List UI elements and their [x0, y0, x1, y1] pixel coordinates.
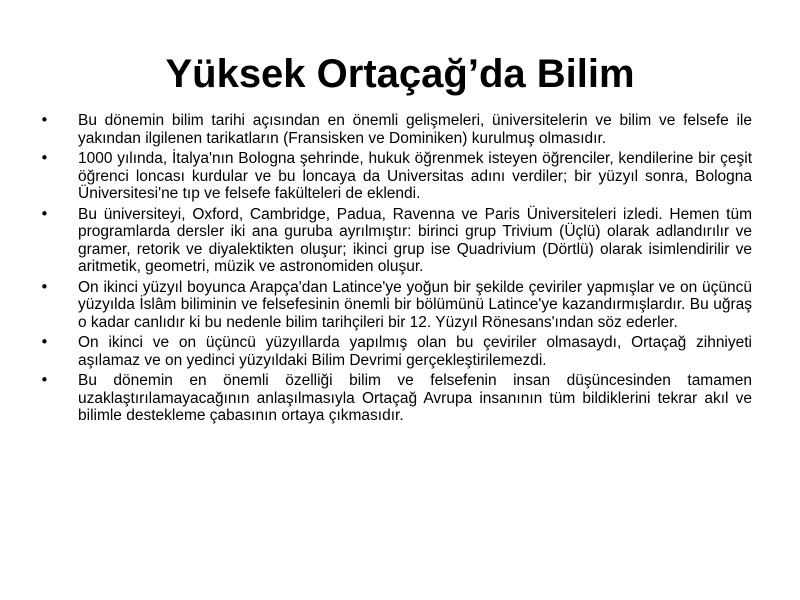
bullet-item: [40, 372, 752, 425]
bullet-text: On ikinci yüzyıl boyunca Arapça'dan Latince'ye yoğun bir şekilde çeviriler yapmışlar ve on üçüncü yüzyılda İslâm biliminin ve felsefesinin önemli bir bölümünü Latince'ye kazandırmışlardır. Bu uğraş o kadar canlıdır ki bu nedenle bilim tarihçileri bir 12. Yüzyıl Rönesans'ından söz ederler.: [78, 278, 752, 331]
bullet-dot-icon: •: [40, 371, 49, 389]
bullet-item: [40, 279, 752, 332]
bullet-text: Bu üniversiteyi, Oxford, Cambridge, Padua, Ravenna ve Paris Üniversiteleri izledi. Hemen tüm programlarda dersler iki ana guruba ayrılmıştır: birinci grup Trivium (Üçlü) olarak adlandırılır ve gramer, retorik ve diyalektikten oluşur; ikinci grup ise Quadrivium (Dörtlü) olarak isimlendirilir ve aritmetik, geometri, müzik ve astronomiden oluşur.: [78, 205, 752, 275]
bullet-item: [40, 334, 752, 369]
slide-title: Yüksek Ortaçağ’da Bilim: [165, 52, 635, 96]
bullet-dot-icon: •: [40, 204, 49, 223]
bullet-item: [40, 206, 752, 276]
bullet-item: [40, 150, 752, 203]
bullet-text: Bu dönemin bilim tarihi açısından en önemli gelişmeleri, üniversitelerin ve bilim ve felsefe ile yakından ilgilenen tarikatların (Fransisken ve Dominiken) kurulmuş olmasıdır.: [78, 112, 752, 147]
bullet-text: Bu dönemin en önemli özelliği bilim ve felsefenin insan düşüncesinden tamamen uzaklaştırılamayacağının anlaşılmasıyla Ortaçağ Avrupa insanının tüm bildiklerini tekrar akıl ve bilimle destekleme çabasının ortaya çıkmasıdır.: [78, 372, 752, 424]
bullet-text: On ikinci ve on üçüncü yüzyıllarda yapılmış olan bu çeviriler olmasaydı, Ortaçağ zihniyeti aşılamaz ve on yedinci yüzyıldaki Bilim Devrimi gerçekleştirilemezdi.: [78, 334, 752, 369]
bullet-text: 1000 yılında, İtalya'nın Bologna şehrinde, hukuk öğrenmek isteyen öğrenciler, kendilerine bir çeşit öğrenci loncası kurdular ve bu loncaya da Universitas adını verdiler; bir yüzyıl sonra, Bologna Üniversitesi'ne tıp ve felsefe fakülteleri de eklendi.: [78, 150, 752, 202]
bullet-dot-icon: •: [40, 333, 49, 351]
bullet-dot-icon: •: [40, 277, 49, 296]
bullet-dot-icon: •: [40, 111, 49, 129]
bullet-dot-icon: •: [40, 149, 49, 167]
bullet-item: [40, 112, 752, 147]
bullet-list: [40, 112, 752, 428]
